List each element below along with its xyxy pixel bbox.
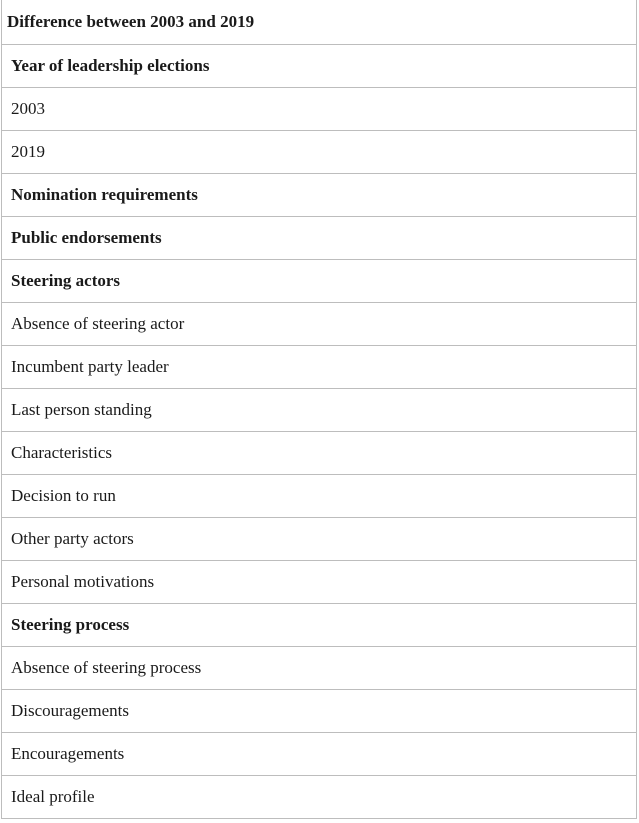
table-row: 2019	[2, 131, 636, 174]
table-row: Absence of steering actor	[2, 303, 636, 346]
table-row: 2003	[2, 88, 636, 131]
table-row: Public endorsements	[2, 217, 636, 260]
table-row: Last person standing	[2, 389, 636, 432]
table-row: Steering actors	[2, 260, 636, 303]
codes-table	[1, 0, 637, 819]
table-row: Other party actors	[2, 518, 636, 561]
table-header: Difference between 2003 and 2019	[2, 0, 636, 45]
table-row: Encouragements	[2, 733, 636, 776]
table-row: Year of leadership elections	[2, 45, 636, 88]
table-row: Steering process	[2, 604, 636, 647]
table-row: Incumbent party leader	[2, 346, 636, 389]
table-row: Absence of steering process	[2, 647, 636, 690]
table-row: Characteristics	[2, 432, 636, 475]
table-row: Nomination requirements	[2, 174, 636, 217]
table-row: Ideal profile	[2, 776, 636, 819]
table-row: Personal motivations	[2, 561, 636, 604]
table-row: Discouragements	[2, 690, 636, 733]
table-row: Decision to run	[2, 475, 636, 518]
